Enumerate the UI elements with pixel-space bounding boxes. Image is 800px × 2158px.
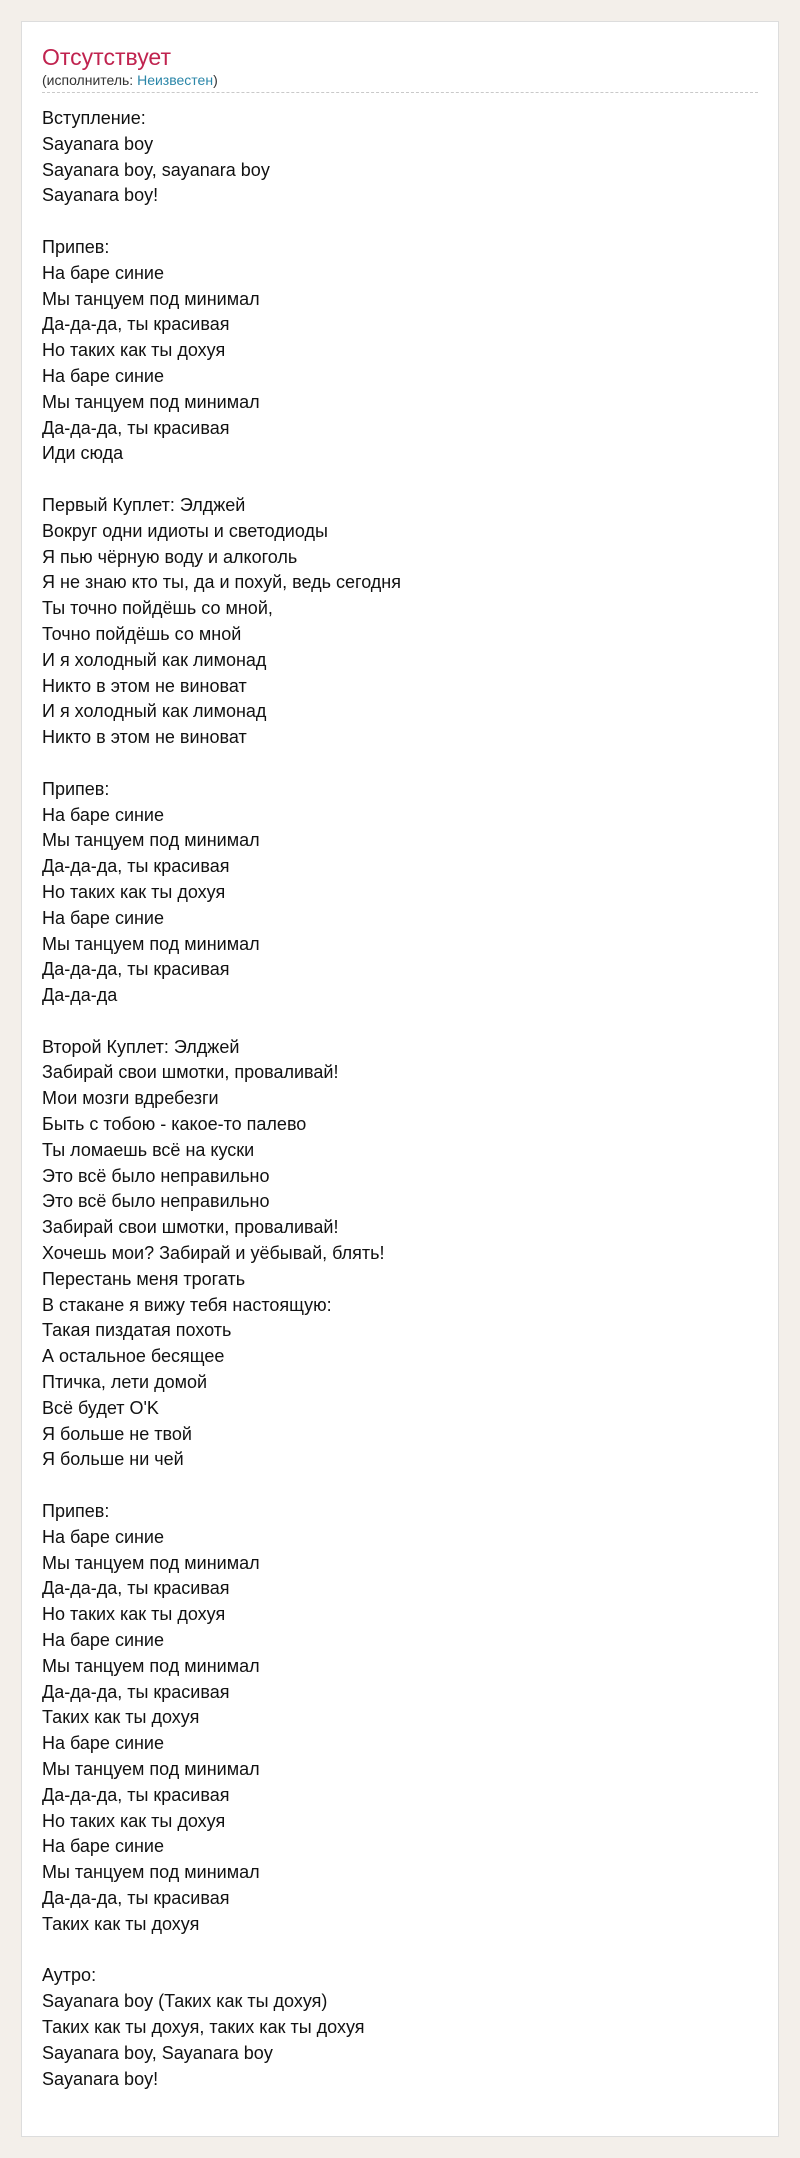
lyric-line: Мы танцуем под минимал xyxy=(42,933,260,954)
lyric-line: Sayanara boy xyxy=(42,133,154,154)
lyric-line: В стакане я вижу тебя настоящую: xyxy=(42,1294,332,1315)
lyric-line: Мы танцуем под минимал xyxy=(42,830,260,851)
lyric-line: Это всё было неправильно xyxy=(42,1191,270,1212)
lyric-line: Да-да-да, ты красивая xyxy=(42,959,230,980)
lyric-line: Таких как ты дохуя xyxy=(42,1913,200,1934)
lyric-line: На баре синие xyxy=(42,262,165,283)
lyric-line: На баре синие xyxy=(42,365,165,386)
lyric-line: Я больше не твой xyxy=(42,1423,192,1444)
lyric-line: На баре синие xyxy=(42,1836,165,1857)
lyric-line: Мы танцуем под минимал xyxy=(42,1862,260,1883)
lyrics-card xyxy=(21,21,779,2137)
lyric-line: Иди сюда xyxy=(42,443,124,464)
lyric-line: Ты точно пойдёшь со мной, xyxy=(42,598,273,619)
lyric-line: Да-да-да, ты красивая xyxy=(42,1784,230,1805)
lyric-line: Припев: xyxy=(42,778,110,799)
artist-suffix: ) xyxy=(213,72,218,88)
song-header xyxy=(42,44,758,93)
lyric-line: Да-да-да xyxy=(42,985,118,1006)
lyric-line: Быть с тобою - какое-то палево xyxy=(42,1114,307,1135)
lyric-line: И я холодный как лимонад xyxy=(42,649,267,670)
lyric-line: Второй Куплет: Элджей xyxy=(42,1036,240,1057)
lyric-line: И я холодный как лимонад xyxy=(42,701,267,722)
lyric-line: Вокруг одни идиоты и светодиоды xyxy=(42,520,328,541)
lyric-line: На баре синие xyxy=(42,1733,165,1754)
lyric-line: Sayanara boy, sayanara boy xyxy=(42,159,270,180)
lyric-line: Припев: xyxy=(42,1501,110,1522)
lyric-line: А остальное бесящее xyxy=(42,1346,225,1367)
lyric-line: Таких как ты дохуя, таких как ты дохуя xyxy=(42,2016,365,2037)
lyric-line: Sayanara boy (Таких как ты дохуя) xyxy=(42,1991,328,2012)
lyric-line: Перестань меня трогать xyxy=(42,1268,246,1289)
lyric-line: Я не знаю кто ты, да и похуй, ведь сегодня xyxy=(42,572,401,593)
lyric-line: Мы танцуем под минимал xyxy=(42,1759,260,1779)
lyric-line xyxy=(42,1009,758,1035)
lyric-line: Но таких как ты дохуя xyxy=(42,1604,226,1625)
lyric-line: Забирай свои шмотки, проваливай! xyxy=(42,1217,339,1238)
lyric-line xyxy=(42,467,758,493)
lyric-line: Точно пойдёшь со мной xyxy=(42,623,242,644)
lyric-line: Мои мозги вдребезги xyxy=(42,1088,219,1109)
lyric-line: Мы танцуем под минимал xyxy=(42,391,260,412)
lyric-line: Sayanara boy! xyxy=(42,2068,159,2089)
lyric-line: Sayanara boy! xyxy=(42,185,159,206)
lyric-line: Но таких как ты дохуя xyxy=(42,1810,226,1831)
lyric-line: Ты ломаешь всё на куски xyxy=(42,1139,255,1160)
lyric-line: Я больше ни чей xyxy=(42,1449,184,1470)
lyric-line xyxy=(42,1473,758,1499)
lyric-line: Да-да-да, ты красивая xyxy=(42,417,230,438)
lyric-line xyxy=(42,1938,758,1964)
lyric-line: Но таких как ты дохуя xyxy=(42,340,226,361)
lyric-line: Никто в этом не виноват xyxy=(42,675,247,696)
lyric-line: На баре синие xyxy=(42,1526,165,1547)
lyrics-text xyxy=(42,106,758,2092)
lyric-line: Птичка, лети домой xyxy=(42,1372,208,1393)
lyric-line: На баре синие xyxy=(42,804,165,825)
lyric-line xyxy=(42,209,758,235)
lyric-line: Вступление: xyxy=(42,108,146,128)
song-title: Отсутствует xyxy=(42,44,171,70)
lyric-line: Хочешь мои? Забирай и уёбывай, блять! xyxy=(42,1243,385,1264)
artist-line xyxy=(42,70,758,90)
lyric-line: Мы танцуем под минимал xyxy=(42,288,260,309)
lyric-line: Такая пиздатая похоть xyxy=(42,1320,232,1341)
lyric-line: Мы танцуем под минимал xyxy=(42,1552,260,1573)
lyric-line: Аутро: xyxy=(42,1965,97,1986)
lyric-line: Да-да-да, ты красивая xyxy=(42,1681,230,1702)
lyric-line: Таких как ты дохуя xyxy=(42,1707,200,1728)
lyric-line: Да-да-да, ты красивая xyxy=(42,314,230,335)
lyric-line: Но таких как ты дохуя xyxy=(42,881,226,902)
lyric-line: Забирай свои шмотки, проваливай! xyxy=(42,1062,339,1083)
lyric-line: Никто в этом не виноват xyxy=(42,727,247,748)
lyric-line: Sayanara boy, Sayanara boy xyxy=(42,2042,273,2063)
lyric-line: Всё будет O'K xyxy=(42,1397,159,1418)
lyric-line: На баре синие xyxy=(42,1630,165,1651)
lyric-line: Да-да-да, ты красивая xyxy=(42,856,230,877)
lyric-line: Первый Куплет: Элджей xyxy=(42,494,246,515)
lyric-line: Я пью чёрную воду и алкоголь xyxy=(42,546,298,567)
lyric-line: Да-да-да, ты красивая xyxy=(42,1578,230,1599)
lyric-line: Мы танцуем под минимал xyxy=(42,1655,260,1676)
lyric-line: Припев: xyxy=(42,236,110,257)
artist-prefix: (исполнитель: xyxy=(42,72,138,88)
artist-link[interactable]: Неизвестен xyxy=(137,72,214,88)
lyric-line: На баре синие xyxy=(42,907,165,928)
lyric-line xyxy=(42,751,758,777)
lyric-line: Да-да-да, ты красивая xyxy=(42,1887,230,1908)
lyric-line: Это всё было неправильно xyxy=(42,1165,270,1186)
